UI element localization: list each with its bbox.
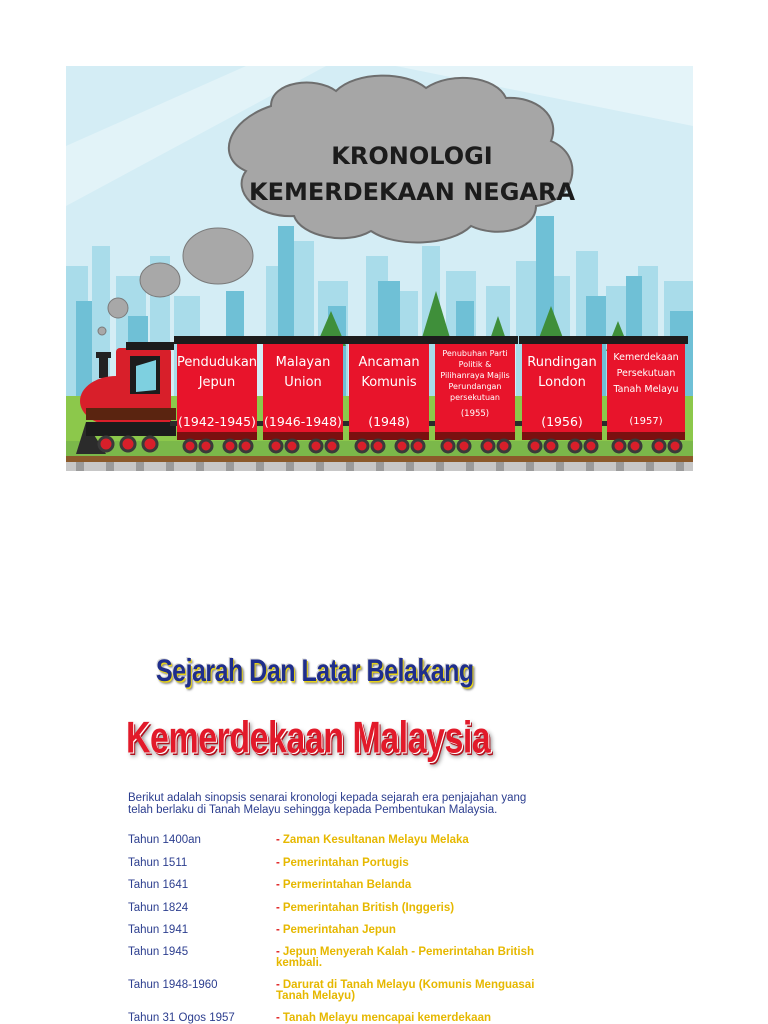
car-label-line: Penubuhan Parti: [442, 349, 508, 358]
timeline-year: Tahun 1400an: [128, 834, 201, 846]
heading-history-background: Sejarah Dan Latar Belakang: [156, 653, 474, 689]
timeline-event: Pemerintahan British (Inggeris): [282, 902, 455, 914]
timeline-year: Tahun 1941: [128, 924, 189, 936]
car-year: (1956): [541, 414, 583, 429]
train-car: [519, 336, 605, 440]
timeline-event: Pemerintahan Portugis: [282, 857, 409, 869]
train-car: [260, 336, 346, 440]
car-label-line: Politik &: [458, 360, 492, 369]
car-label-line: Ancaman: [358, 355, 420, 370]
locomotive-wheels: [99, 437, 157, 451]
timeline-year: Tahun 1511: [128, 857, 188, 869]
timeline-event: Tanah Melayu mencapai kemerdekaan: [282, 1012, 492, 1024]
car-label-line: Malayan: [275, 355, 331, 370]
train-car: [174, 336, 260, 440]
car-label-line: Rundingan: [527, 355, 597, 370]
banner-title-line2: KEMERDEKAAN NEGARA: [248, 178, 576, 206]
train-car: [432, 336, 518, 440]
timeline-event: Pemerintahan Jepun: [282, 924, 396, 936]
car-label-line: Pilihanraya Majlis: [440, 371, 510, 380]
car-label-line: Komunis: [361, 375, 417, 390]
car-label-line: Jepun: [198, 375, 236, 390]
car-year: (1955): [460, 409, 490, 419]
timeline-year: Tahun 1945: [128, 946, 189, 958]
car-label-line: Persekutuan: [616, 368, 676, 379]
timeline-year: Tahun 31 Ogos 1957: [128, 1012, 235, 1024]
timeline-year: Tahun 1641: [128, 879, 189, 891]
timeline-event: Zaman Kesultanan Melayu Melaka: [282, 834, 469, 846]
train-car: [604, 336, 688, 440]
car-label-line: Tanah Melayu: [613, 384, 679, 395]
car-year: (1948): [368, 414, 410, 429]
timeline-year: Tahun 1824: [128, 902, 189, 914]
timeline-year: Tahun 1948-1960: [128, 979, 218, 991]
intro-paragraph: Berikut adalah sinopsis senarai kronologi kepada sejarah era penjajahan yang telah berlaku di Tanah Melayu sehingga kepada Pembentukan Malaysia.: [128, 792, 527, 816]
car-year: (1957): [629, 416, 663, 427]
heading-malaysia-independence: Kemerdekaan Malaysia: [126, 713, 491, 763]
car-label-line: persekutuan: [449, 393, 501, 402]
timeline-event: Jepun Menyerah Kalah - Pemerintahan British kembali.: [276, 946, 534, 969]
car-label-line: Perundangan: [448, 382, 502, 391]
car-year: (1946-1948): [264, 414, 342, 429]
timeline-event: Darurat di Tanah Melayu (Komunis Menguasai Tanah Melayu): [276, 979, 535, 1002]
train-illustration: [66, 66, 693, 471]
car-label-line: Kemerdekaan: [613, 352, 679, 363]
timeline-event: Permerintahan Belanda: [282, 879, 412, 891]
train-car: [346, 336, 432, 440]
car-year: (1942-1945): [178, 414, 256, 429]
car-label-line: Pendudukan: [176, 355, 258, 370]
car-label-line: Union: [284, 375, 322, 390]
car-label-line: London: [538, 375, 586, 390]
banner-title-line1: KRONOLOGI: [331, 142, 493, 170]
chronology-banner: [66, 66, 693, 471]
